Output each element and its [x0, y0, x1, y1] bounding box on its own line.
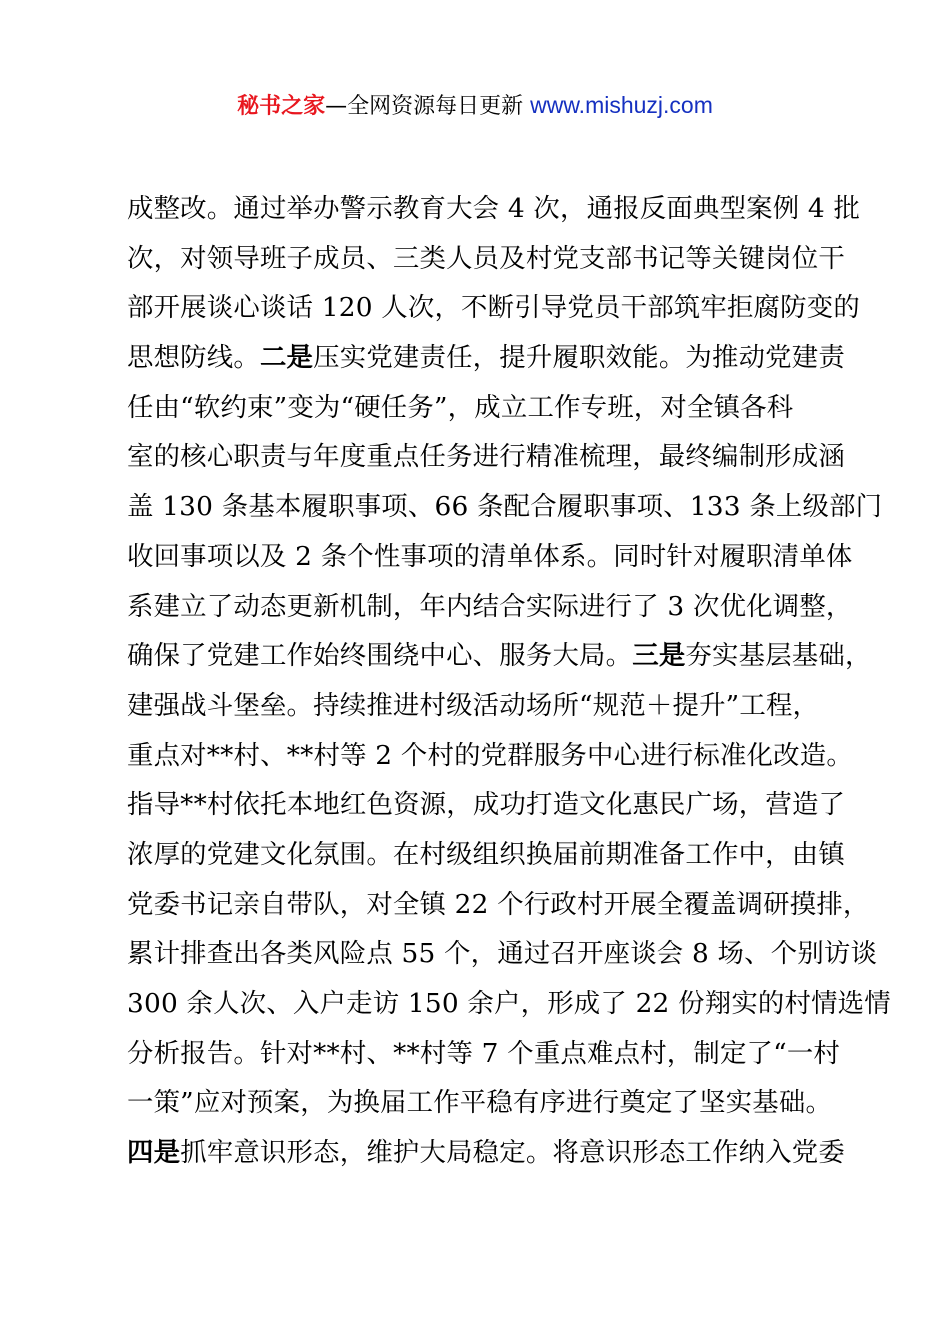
text-line	[127, 1078, 857, 1128]
text-line	[127, 631, 872, 681]
text-run: 压实党建责任，提升履职效能。为推动党建责	[313, 342, 845, 374]
text-line	[127, 929, 878, 979]
text-run: 浓厚的党建文化氛围。在村级组织换届前期准备工作中，由镇	[127, 838, 845, 870]
page-header	[0, 88, 950, 124]
site-url-link[interactable]: www.mishuzj.com	[530, 92, 713, 118]
text-run: 收回事项以及 2 条个性事项的清单体系。同时针对履职清单体	[127, 540, 853, 572]
text-run: 思想防线。	[127, 342, 260, 374]
text-run: 部开展谈心谈话 120 人次，不断引导党员干部筑牢拒腐防变的	[127, 292, 860, 324]
text-run: 夯实基层基础，	[685, 640, 872, 672]
text-line	[127, 830, 857, 880]
text-line	[127, 880, 870, 930]
text-line	[127, 582, 857, 632]
text-run: 盖 130 条基本履职事项、66 条配合履职事项、133 条上级部门	[127, 491, 883, 523]
text-line	[127, 1029, 857, 1079]
text-line	[127, 681, 857, 731]
text-run: 累计排查出各类风险点 55 个，通过召开座谈会 8 场、个别访谈	[127, 938, 878, 970]
text-run: 分析报告。针对**村、**村等 7 个重点难点村，制定了“一村	[127, 1037, 841, 1069]
text-line	[127, 283, 860, 333]
text-line	[127, 532, 857, 582]
text-run: 抓牢意识形态，维护大局稳定。将意识形态工作纳入党委	[180, 1137, 845, 1169]
text-run: 次，对领导班子成员、三类人员及村党支部书记等关键岗位干	[127, 242, 845, 274]
point-marker-three: 三是	[632, 640, 686, 672]
document-body	[127, 184, 891, 1178]
text-line	[127, 333, 857, 383]
text-line	[127, 234, 857, 284]
text-line	[127, 780, 857, 830]
text-run: 重点对**村、**村等 2 个村的党群服务中心进行标准化改造。	[127, 739, 853, 771]
text-run: 指导**村依托本地红色资源，成功打造文化惠民广场，营造了	[127, 789, 846, 821]
text-line	[127, 731, 857, 781]
text-run: 确保了党建工作始终围绕中心、服务大局。	[127, 640, 633, 672]
text-line	[127, 383, 857, 433]
text-run: 室的核心职责与年度重点任务进行精准梳理，最终编制形成涵	[127, 441, 845, 473]
point-marker-four: 四是	[127, 1137, 181, 1169]
text-line	[127, 1128, 857, 1178]
text-line	[127, 184, 861, 234]
site-brand[interactable]: 秘书之家	[237, 94, 326, 119]
point-marker-two: 二是	[259, 342, 314, 374]
text-run: 300 余人次、入户走访 150 余户，形成了 22 份翔实的村情选情	[127, 988, 891, 1019]
text-run: 一策”应对预案，为换届工作平稳有序进行奠定了坚实基础。	[127, 1087, 833, 1119]
text-run: 建强战斗堡垒。持续推进村级活动场所“规范＋提升”工程，	[127, 689, 820, 721]
text-run: 党委书记亲自带队，对全镇 22 个行政村开展全覆盖调研摸排，	[127, 888, 870, 920]
text-run: 系建立了动态更新机制，年内结合实际进行了 3 次优化调整，	[127, 590, 853, 622]
text-run: 成整改。通过举办警示教育大会 4 次，通报反面典型案例 4 批	[127, 193, 861, 224]
site-tagline: —全网资源每日更新	[325, 94, 524, 119]
text-run: 任由“软约束”变为“硬任务”，成立工作专班，对全镇各科	[127, 391, 794, 423]
text-line	[127, 979, 891, 1029]
text-line	[127, 482, 883, 532]
text-line	[127, 432, 857, 482]
